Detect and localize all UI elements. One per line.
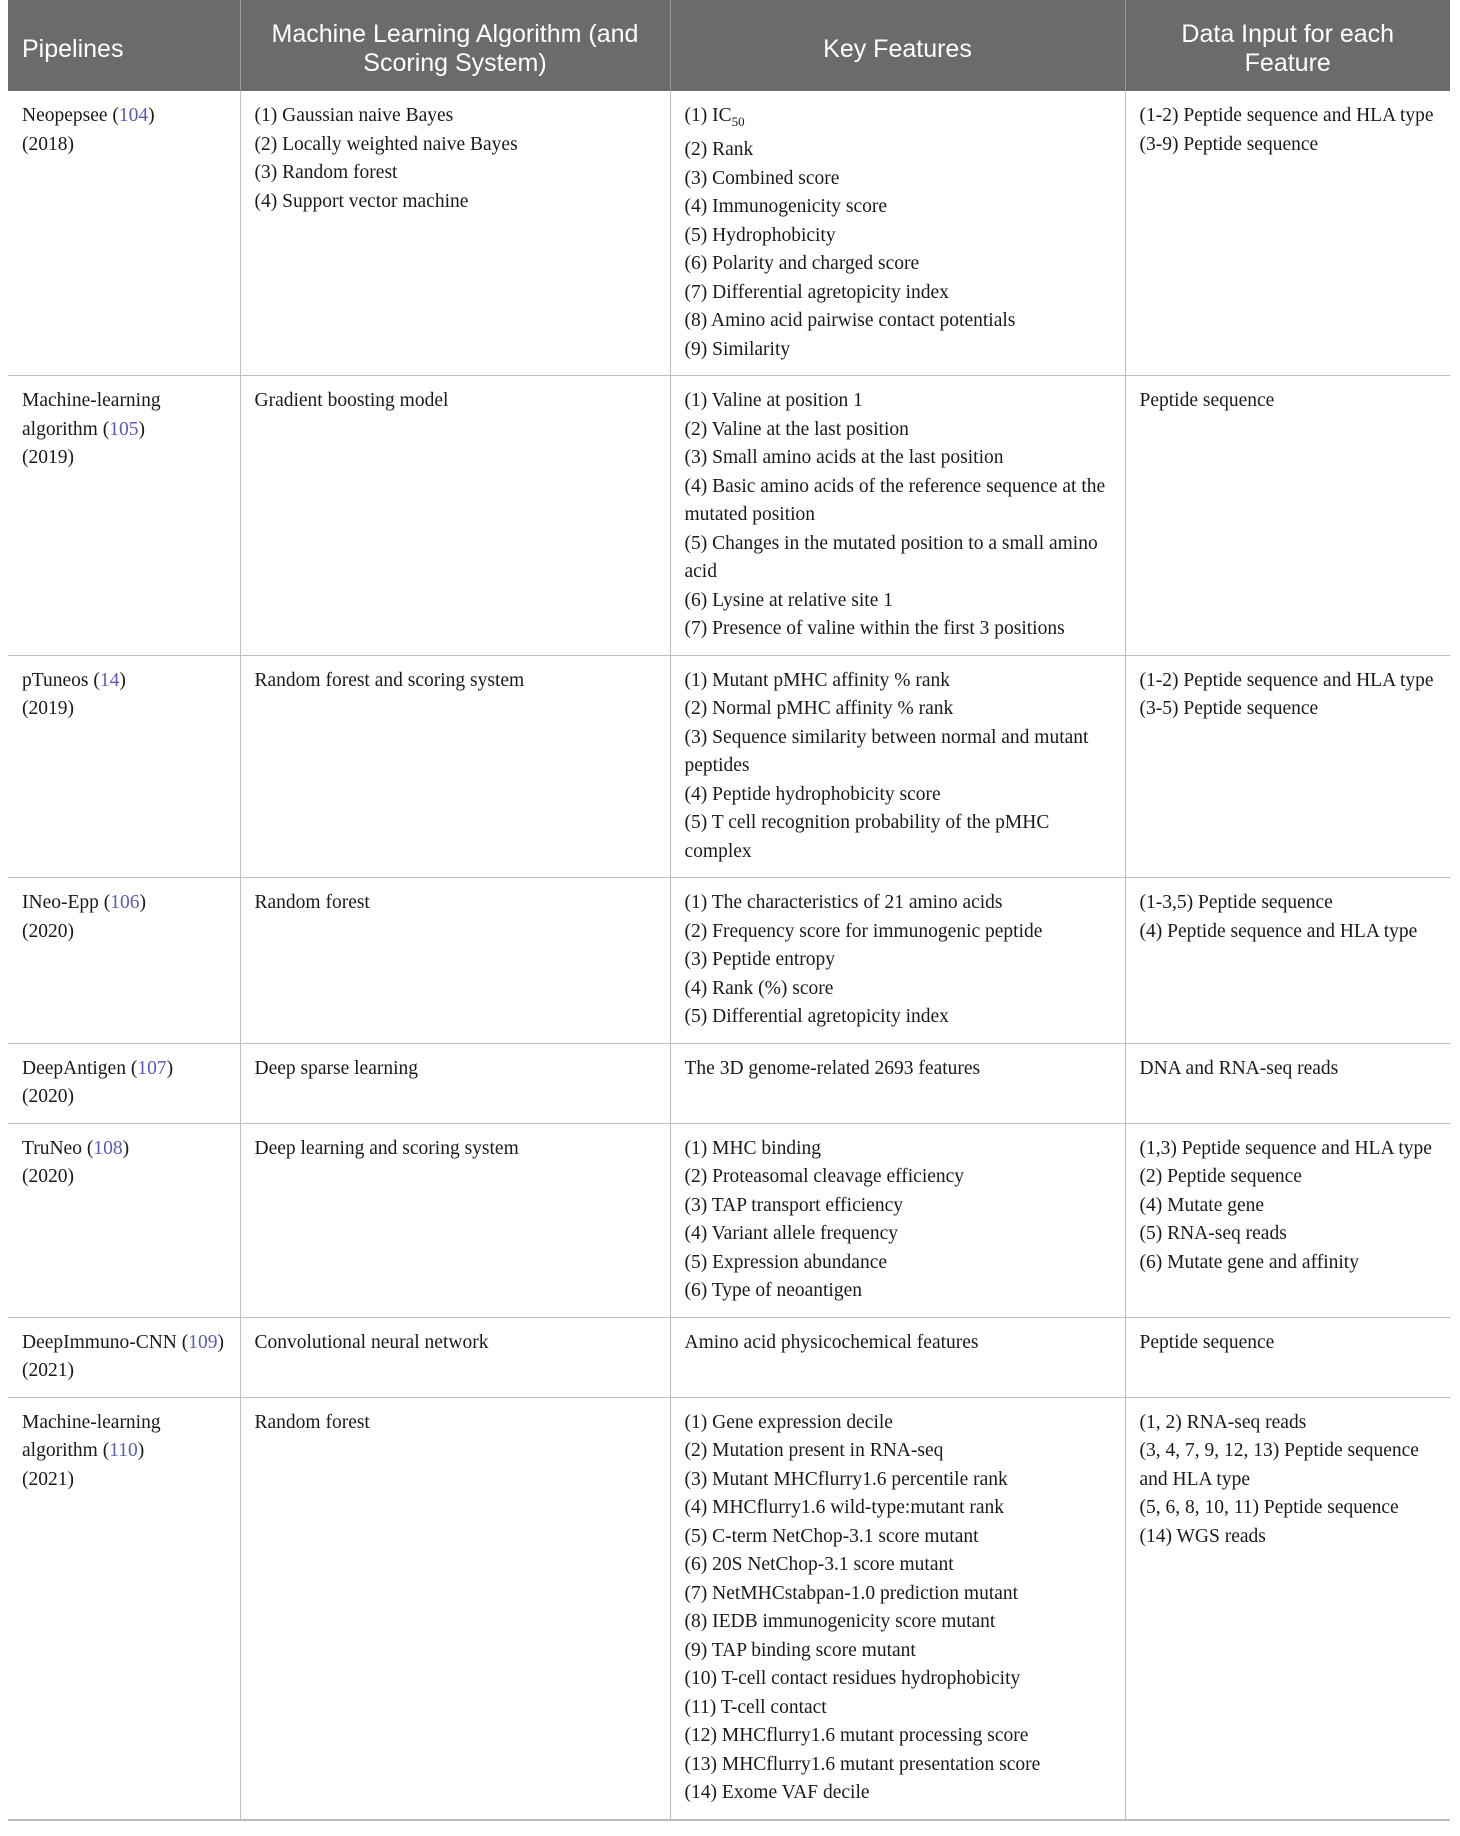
table-row bbox=[8, 878, 1450, 1044]
header-algorithm: Machine Learning Algorithm (and Scoring System) bbox=[240, 0, 670, 91]
feature-item: (7) Presence of valine within the first 3 positions bbox=[684, 618, 1065, 640]
data-input-cell bbox=[1125, 1317, 1450, 1397]
data-input-item: (5) RNA-seq reads bbox=[1139, 1223, 1287, 1245]
pipeline-year: (2021) bbox=[22, 1468, 74, 1490]
feature-item: (6) Polarity and charged score bbox=[684, 253, 920, 275]
feature-item: (5) Hydrophobicity bbox=[684, 224, 836, 246]
data-input-item: (2) Peptide sequence bbox=[1139, 1166, 1302, 1188]
feature-item: (2) Rank bbox=[684, 139, 754, 161]
feature-item: (2) Proteasomal cleavage efficiency bbox=[684, 1166, 965, 1188]
data-input-item: Peptide sequence bbox=[1139, 1331, 1275, 1353]
feature-item: (2) Normal pMHC affinity % rank bbox=[684, 698, 954, 720]
reference-link[interactable]: 14 bbox=[99, 669, 120, 691]
reference-link[interactable]: 109 bbox=[188, 1331, 218, 1353]
pipeline-name: Neopepsee ( bbox=[22, 105, 119, 126]
features-cell bbox=[670, 1397, 1125, 1820]
feature-item: (8) Amino acid pairwise contact potentials bbox=[684, 310, 1016, 332]
pipeline-name: Machine-learning algorithm ( bbox=[22, 1411, 161, 1462]
data-input-item: (1-2) Peptide sequence and HLA type bbox=[1139, 669, 1434, 691]
algorithm-cell bbox=[240, 376, 670, 656]
data-input-item: (3, 4, 7, 9, 12, 13) Peptide sequence and HLA type bbox=[1139, 1440, 1419, 1490]
data-input-item: (5, 6, 8, 10, 11) Peptide sequence bbox=[1139, 1497, 1399, 1519]
data-input-item: DNA and RNA-seq reads bbox=[1139, 1057, 1339, 1079]
pipeline-cell: TruNeo (108) (2020) bbox=[8, 1123, 240, 1317]
feature-item: (3) Peptide entropy bbox=[684, 949, 836, 971]
pipeline-year: (2018) bbox=[22, 133, 74, 155]
features-cell bbox=[670, 1317, 1125, 1397]
features-cell bbox=[670, 1123, 1125, 1317]
reference-link[interactable]: 105 bbox=[109, 418, 139, 440]
data-input-cell bbox=[1125, 655, 1450, 878]
features-cell bbox=[670, 1043, 1125, 1123]
feature-item: (4) Immunogenicity score bbox=[684, 196, 888, 218]
pipeline-name: Machine-learning algorithm ( bbox=[22, 390, 161, 440]
pipelines-table bbox=[8, 0, 1450, 1821]
feature-item: (5) Changes in the mutated position to a small amino acid bbox=[684, 532, 1098, 583]
feature-item: (4) MHCflurry1.6 wild-type:mutant rank bbox=[684, 1497, 1005, 1519]
data-input-cell bbox=[1125, 376, 1450, 656]
table-header bbox=[8, 0, 1450, 91]
feature-item: (1) Mutant pMHC affinity % rank bbox=[684, 669, 951, 691]
feature-item: (9) TAP binding score mutant bbox=[684, 1639, 916, 1661]
features-cell bbox=[670, 91, 1125, 376]
pipeline-year: (2020) bbox=[22, 1166, 74, 1188]
feature-item: The 3D genome-related 2693 features bbox=[684, 1057, 981, 1079]
reference-link[interactable]: 104 bbox=[118, 105, 149, 126]
data-input-cell bbox=[1125, 878, 1450, 1044]
algorithm-item: Gradient boosting model bbox=[254, 390, 449, 412]
features-cell bbox=[670, 655, 1125, 878]
algorithm-item: (1) Gaussian naive Bayes bbox=[254, 105, 454, 126]
feature-item: (1) Gene expression decile bbox=[684, 1411, 893, 1433]
feature-item: (2) Frequency score for immunogenic peptide bbox=[684, 920, 1043, 942]
pipeline-year: (2019) bbox=[22, 698, 74, 720]
algorithm-item: Random forest bbox=[254, 1411, 370, 1433]
table-row bbox=[8, 91, 1450, 376]
pipeline-name: pTuneos ( bbox=[22, 669, 100, 691]
feature-item: (3) Small amino acids at the last position bbox=[684, 447, 1004, 469]
pipeline-cell: DeepAntigen (107) (2020) bbox=[8, 1043, 240, 1123]
data-input-item: (6) Mutate gene and affinity bbox=[1139, 1251, 1359, 1273]
algorithm-item: (4) Support vector machine bbox=[254, 190, 469, 212]
algorithm-item: Random forest bbox=[254, 892, 370, 914]
algorithm-item: Deep sparse learning bbox=[254, 1057, 419, 1079]
feature-item: (7) Differential agretopicity index bbox=[684, 281, 949, 303]
header-row bbox=[8, 0, 1450, 91]
data-input-item: (4) Mutate gene bbox=[1139, 1194, 1265, 1216]
feature-item: (14) Exome VAF decile bbox=[684, 1782, 870, 1804]
pipeline-year: (2019) bbox=[22, 447, 74, 469]
algorithm-cell bbox=[240, 655, 670, 878]
table-body bbox=[8, 91, 1450, 1820]
feature-item: (11) T-cell contact bbox=[684, 1696, 827, 1718]
feature-item: (5) T cell recognition probability of the pMHC complex bbox=[684, 812, 1050, 862]
feature-item: (12) MHCflurry1.6 mutant processing score bbox=[684, 1725, 1029, 1747]
algorithm-cell bbox=[240, 1317, 670, 1397]
table-row bbox=[8, 1317, 1450, 1397]
feature-item: (7) NetMHCstabpan-1.0 prediction mutant bbox=[684, 1582, 1019, 1604]
feature-item: (4) Peptide hydrophobicity score bbox=[684, 783, 941, 805]
data-input-item: (4) Peptide sequence and HLA type bbox=[1139, 920, 1418, 942]
table-row bbox=[8, 655, 1450, 878]
feature-item: Amino acid physicochemical features bbox=[684, 1331, 979, 1353]
feature-item: (5) C-term NetChop-3.1 score mutant bbox=[684, 1525, 979, 1547]
algorithm-item: Deep learning and scoring system bbox=[254, 1137, 519, 1159]
pipeline-name: TruNeo ( bbox=[22, 1137, 94, 1159]
algorithm-item: (3) Random forest bbox=[254, 162, 398, 183]
reference-link[interactable]: 108 bbox=[93, 1137, 123, 1159]
pipeline-cell: pTuneos (14) (2019) bbox=[8, 655, 240, 878]
table-row bbox=[8, 1123, 1450, 1317]
data-input-item: (3-5) Peptide sequence bbox=[1139, 698, 1319, 720]
feature-item: (4) Rank (%) score bbox=[684, 977, 834, 999]
feature-item: (3) Combined score bbox=[684, 167, 840, 189]
pipeline-year: (2020) bbox=[22, 920, 74, 942]
data-input-item: (1, 2) RNA-seq reads bbox=[1139, 1411, 1307, 1433]
data-input-item: (14) WGS reads bbox=[1139, 1525, 1266, 1547]
algorithm-cell bbox=[240, 1123, 670, 1317]
data-input-cell bbox=[1125, 1397, 1450, 1820]
reference-link[interactable]: 107 bbox=[137, 1057, 167, 1079]
feature-item: (1) $IC_{50}$ bbox=[684, 105, 745, 129]
feature-item: (2) Valine at the last position bbox=[684, 418, 909, 440]
feature-item: (10) T-cell contact residues hydrophobicity bbox=[684, 1668, 1021, 1690]
feature-item: (3) TAP transport efficiency bbox=[684, 1194, 903, 1216]
feature-item: (2) Mutation present in RNA-seq bbox=[684, 1440, 944, 1462]
table-row bbox=[8, 376, 1450, 656]
algorithm-item: Random forest and scoring system bbox=[254, 669, 525, 691]
algorithm-cell bbox=[240, 1397, 670, 1820]
feature-item: (6) Lysine at relative site 1 bbox=[684, 589, 893, 611]
features-cell bbox=[670, 376, 1125, 656]
data-input-cell bbox=[1125, 1043, 1450, 1123]
header-pipelines: Pipelines bbox=[8, 0, 240, 91]
pipeline-year: (2021) bbox=[22, 1360, 74, 1382]
table-row bbox=[8, 1397, 1450, 1820]
algorithm-cell bbox=[240, 878, 670, 1044]
feature-item: (4) Basic amino acids of the reference sequence at the mutated position bbox=[684, 475, 1106, 526]
feature-item: (1) The characteristics of 21 amino acids bbox=[684, 892, 1003, 914]
pipeline-cell: DeepImmuno-CNN (109) (2021) bbox=[8, 1317, 240, 1397]
data-input-item: (1-3,5) Peptide sequence bbox=[1139, 892, 1333, 914]
header-data-input: Data Input for each Feature bbox=[1125, 0, 1450, 91]
reference-link[interactable]: 106 bbox=[110, 892, 140, 914]
data-input-cell bbox=[1125, 91, 1450, 376]
algorithm-item: Convolutional neural network bbox=[254, 1331, 489, 1353]
pipeline-cell: INeo-Epp (106) (2020) bbox=[8, 878, 240, 1044]
feature-item: (1) Valine at position 1 bbox=[684, 390, 863, 412]
pipeline-name: DeepImmuno-CNN ( bbox=[22, 1331, 189, 1353]
pipeline-cell: Neopepsee (104) (2018) bbox=[8, 91, 240, 376]
feature-item: (5) Expression abundance bbox=[684, 1251, 888, 1273]
features-cell bbox=[670, 878, 1125, 1044]
reference-link[interactable]: 110 bbox=[109, 1440, 138, 1462]
data-input-item: (1-2) Peptide sequence and HLA type bbox=[1139, 105, 1434, 126]
pipeline-year: (2020) bbox=[22, 1086, 74, 1108]
table-row bbox=[8, 1043, 1450, 1123]
data-input-item: Peptide sequence bbox=[1139, 390, 1275, 412]
feature-item: (13) MHCflurry1.6 mutant presentation score bbox=[684, 1753, 1041, 1775]
header-key-features: Key Features bbox=[670, 0, 1125, 91]
data-input-cell bbox=[1125, 1123, 1450, 1317]
pipeline-cell: Machine-learning algorithm (110) (2021) bbox=[8, 1397, 240, 1820]
feature-item: (3) Sequence similarity between normal and mutant peptides bbox=[684, 726, 1089, 777]
pipeline-name: DeepAntigen ( bbox=[22, 1057, 138, 1079]
feature-item: (1) MHC binding bbox=[684, 1137, 821, 1159]
feature-item: (3) Mutant MHCflurry1.6 percentile rank bbox=[684, 1468, 1008, 1490]
pipeline-cell: Machine-learning algorithm (105) (2019) bbox=[8, 376, 240, 656]
pipeline-name: INeo-Epp ( bbox=[22, 892, 111, 914]
feature-item: (5) Differential agretopicity index bbox=[684, 1006, 949, 1028]
feature-item: (8) IEDB immunogenicity score mutant bbox=[684, 1611, 996, 1633]
algorithm-item: (2) Locally weighted naive Bayes bbox=[254, 133, 518, 155]
algorithm-cell bbox=[240, 1043, 670, 1123]
algorithm-cell bbox=[240, 91, 670, 376]
feature-item: (4) Variant allele frequency bbox=[684, 1223, 898, 1245]
data-input-item: (1,3) Peptide sequence and HLA type bbox=[1139, 1137, 1432, 1159]
data-input-item: (3-9) Peptide sequence bbox=[1139, 133, 1319, 155]
feature-item: (6) 20S NetChop-3.1 score mutant bbox=[684, 1554, 954, 1576]
feature-item: (9) Similarity bbox=[684, 338, 791, 360]
feature-item: (6) Type of neoantigen bbox=[684, 1280, 863, 1302]
